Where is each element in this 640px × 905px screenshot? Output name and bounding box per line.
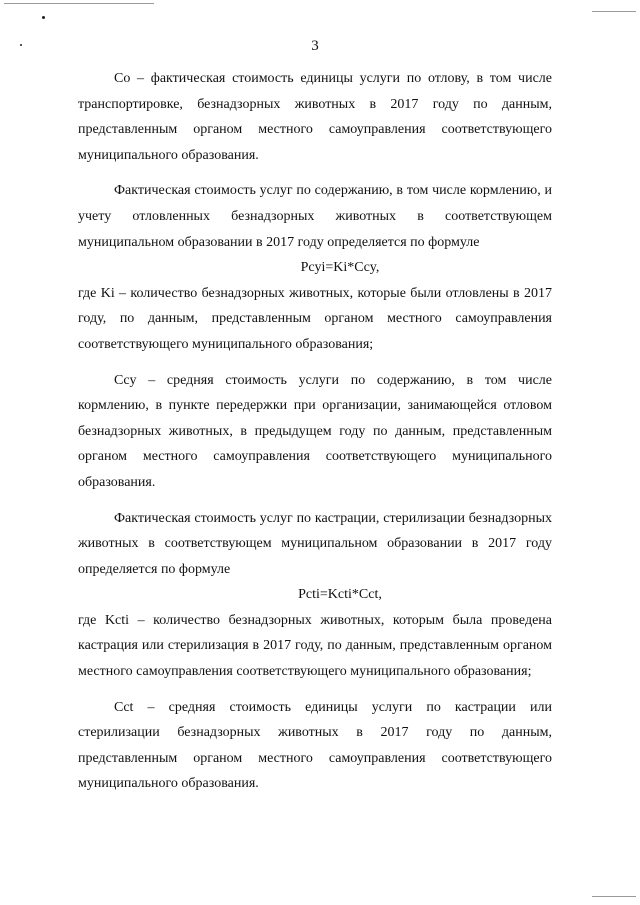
scan-artifact-dot xyxy=(42,16,45,19)
scan-artifact-dot xyxy=(20,44,22,46)
paragraph-co-definition: Со – фактическая стоимость единицы услуги по отлову, в том числе транспортировке, безнадзорных животных в 2017 году по данным, представленным органом местного самоуправления соответствующего муниципального образования. xyxy=(78,71,552,163)
paragraph-ccy-definition: Ccy – средняя стоимость услуги по содержанию, в том числе кормлению, в пункте передержки при организации, занимающейся отловом безнадзорных животных, в предыдущем году по данным, представленным органом местного самоуправления соответствующего муниципального образования. xyxy=(78,372,552,490)
paragraph-cct-definition: Cct – средняя стоимость единицы услуги по кастрации или стерилизации безнадзорных животных в 2017 году по данным, представленным органом местного самоуправления соответствующего муниципального образования. xyxy=(78,699,552,792)
formula-maintenance-cost: Рсуi=Ki*Ccy, xyxy=(300,260,380,276)
paragraph-ki-definition: где Ki – количество безнадзорных животных, которые были отловлены в 2017 году, по данным, представленным органом местного самоуправления соответствующего муниципального образования; xyxy=(78,285,552,352)
paragraph-kcti-definition: где Kcti – количество безнадзорных животных, которым была проведена кастрация или стерилизация в 2017 году, по данным, представленным органом местного самоуправления соответствующего муниципального образования; xyxy=(78,612,552,680)
paragraph-sterilization-cost-intro: Фактическая стоимость услуг по кастрации, стерилизации безнадзорных животных в соответствующем муниципальном образовании в 2017 году определяется по формуле xyxy=(78,510,552,577)
scan-artifact-line-top xyxy=(4,3,154,4)
scan-artifact-line-bottom xyxy=(592,896,636,897)
scan-artifact-line-right xyxy=(592,11,636,12)
paragraph-maintenance-cost-intro: Фактическая стоимость услуг по содержанию, в том числе кормлению, и учету отловленных безнадзорных животных в соответствующем муниципальном образовании в 2017 году определяется по формуле xyxy=(78,183,552,250)
page-number: 3 xyxy=(311,38,319,54)
formula-sterilization-cost: Рсti=Kcti*Cct, xyxy=(298,587,382,603)
document-page xyxy=(78,36,552,807)
